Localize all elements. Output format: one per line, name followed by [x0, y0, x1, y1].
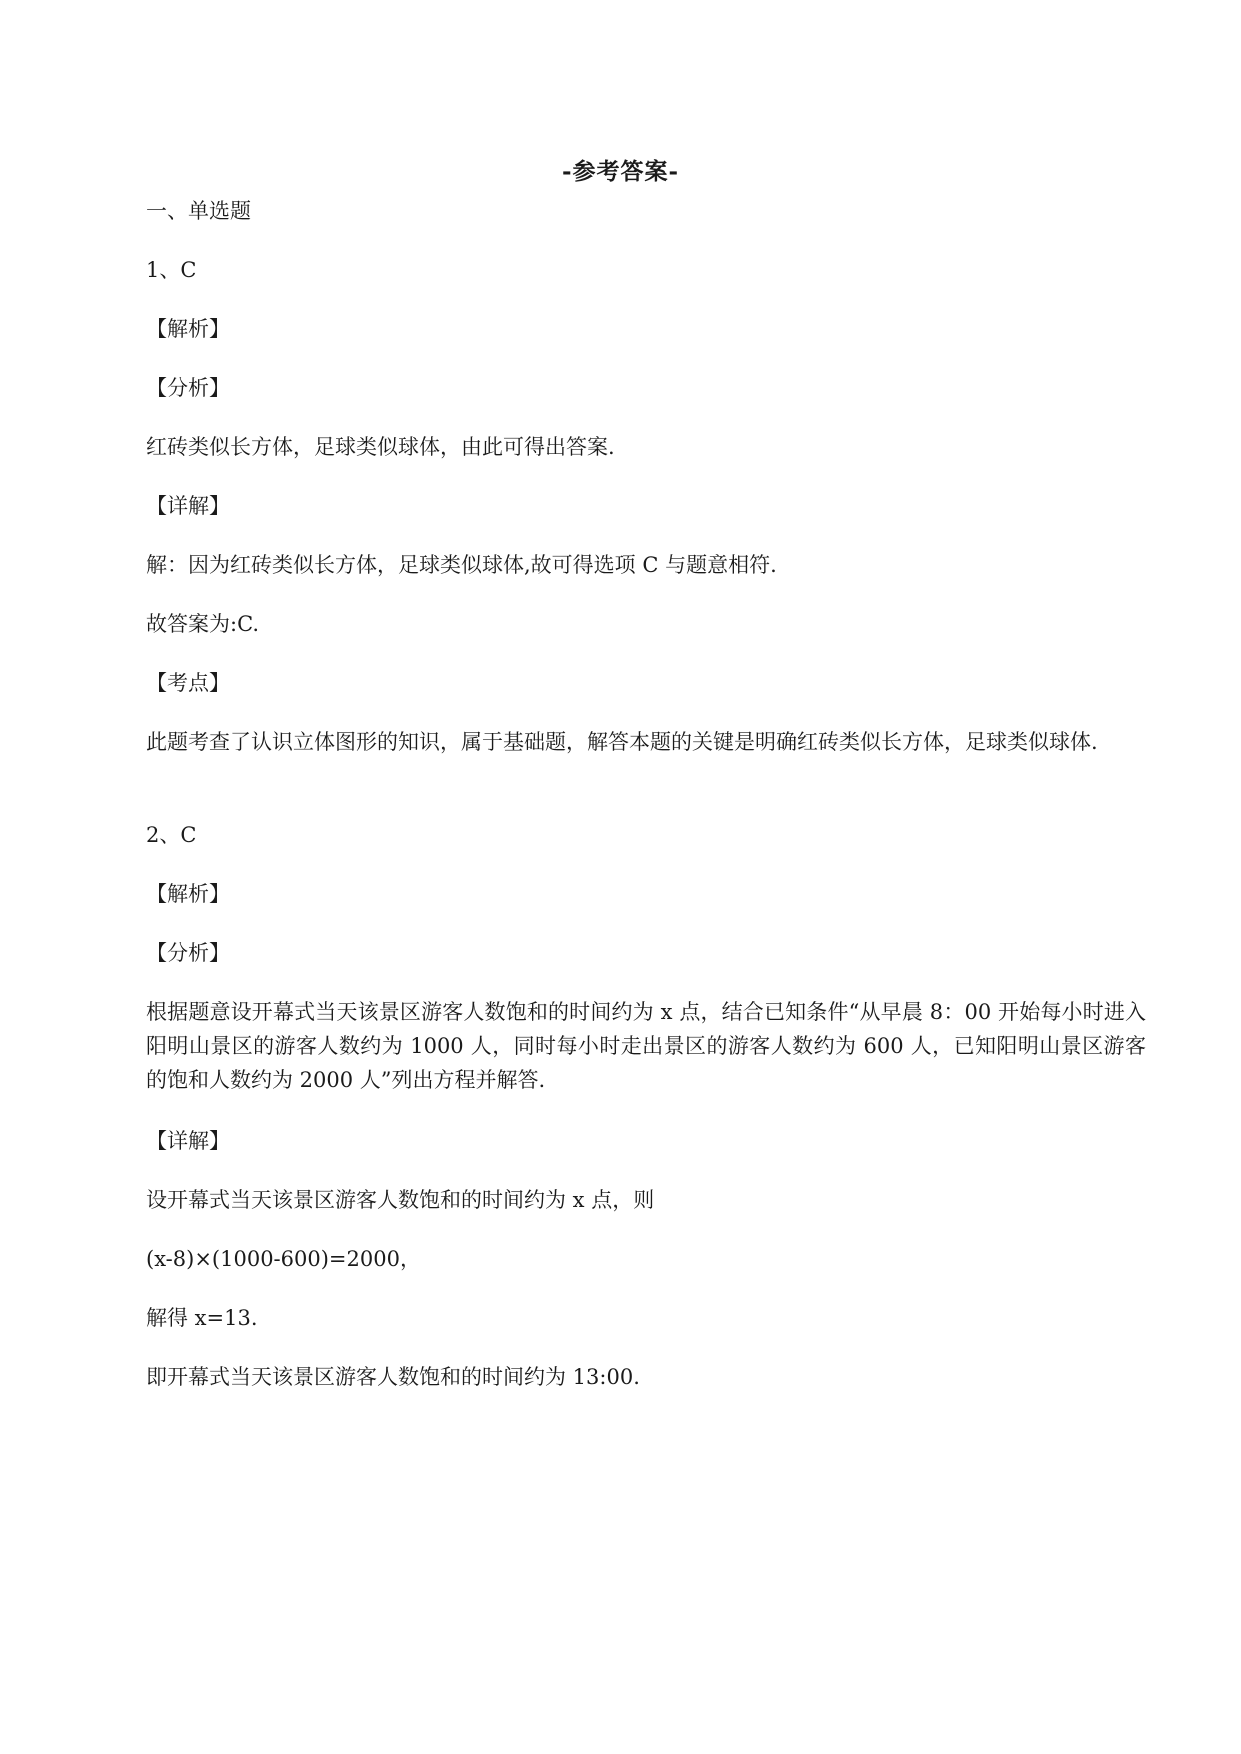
- q1-fenxi-label: 【分析】: [146, 376, 230, 400]
- q1-fenxi-text: 红砖类似长方体，足球类似球体，由此可得出答案.: [146, 435, 615, 459]
- q2-conclusion: 即开幕式当天该景区游客人数饱和的时间约为 13:00.: [146, 1365, 640, 1389]
- q2-fenxi-text: 根据题意设开幕式当天该景区游客人数饱和的时间约为 x 点，结合已知条件“从早晨 8：00 开始每小时进入阳明山景区的游客人数约为 1000 人，同时每小时走出景区的游客人数约为 600 人，已知阳明山景区游客的饱和人数约为 2000 人”列出方程并解答.: [146, 1000, 1146, 1092]
- q1-jiexi-label: 【解析】: [146, 317, 230, 341]
- q1-answer: 1、C: [146, 258, 197, 282]
- q2-xiangjie-line1: 设开幕式当天该景区游客人数饱和的时间约为 x 点，则: [146, 1188, 655, 1212]
- q1-kaodian-label: 【考点】: [146, 671, 230, 695]
- q1-xiangjie-label: 【详解】: [146, 494, 230, 518]
- q2-answer: 2、C: [146, 823, 197, 847]
- q2-jiexi-label: 【解析】: [146, 882, 230, 906]
- q2-fenxi-label: 【分析】: [146, 941, 230, 965]
- q2-xiangjie-label: 【详解】: [146, 1129, 230, 1153]
- q1-xiangjie-line2: 故答案为:C.: [146, 612, 260, 636]
- section-heading: 一、单选题: [146, 199, 251, 223]
- q2-equation: (x-8)×(1000-600)=2000，: [146, 1247, 421, 1271]
- q2-solution: 解得 x=13.: [146, 1306, 258, 1330]
- page-title: -参考答案-: [561, 158, 680, 185]
- q1-kaodian-text: 此题考查了认识立体图形的知识，属于基础题，解答本题的关键是明确红砖类似长方体，足球类似球体.: [146, 730, 1098, 754]
- q1-xiangjie-line1: 解：因为红砖类似长方体，足球类似球体,故可得选项 C 与题意相符.: [146, 553, 777, 577]
